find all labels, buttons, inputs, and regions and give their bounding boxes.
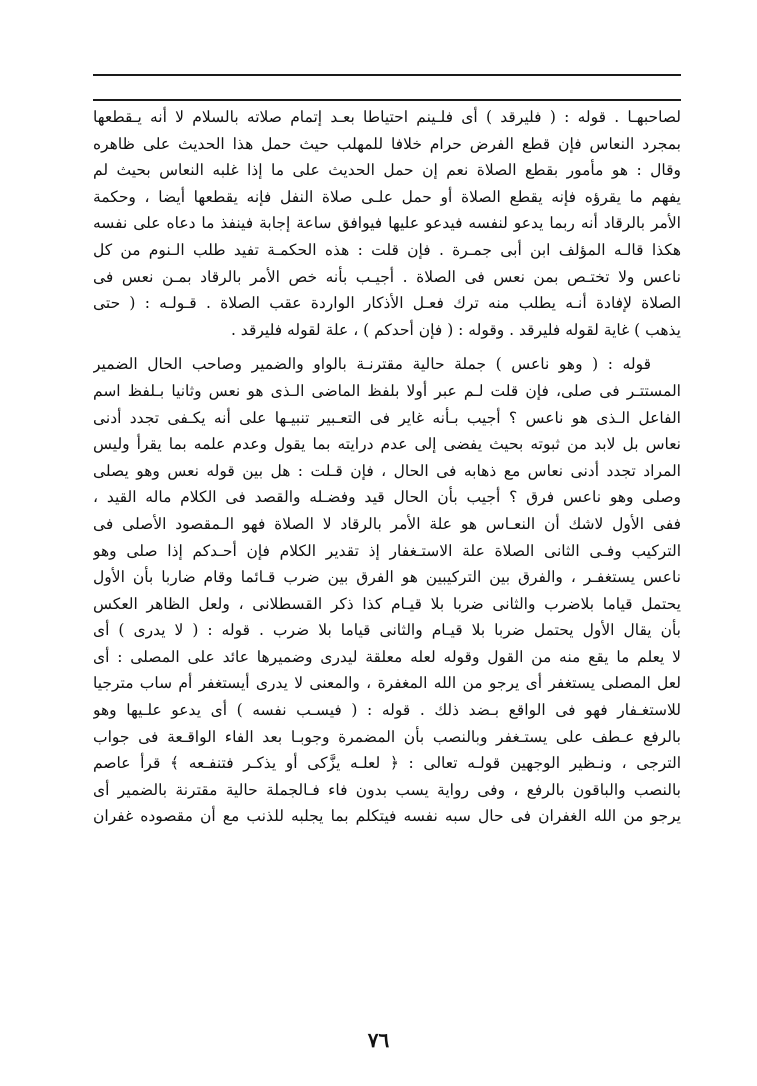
text-line: بالرفع عـطف على يستـغفر وبالنصب بأن المضمرة وجوبـا بعد الفاء الواقـعة فى جواب [93,727,681,746]
text-line: نعاس بل لابد من ثبوته بحيث يفضى إلى عدم درايته بما يقول وعدم علمه بما يقرأ وليس [93,435,681,454]
paragraph-gap [93,343,681,351]
text-line: المستتـر فى صلى، فإن قلت لـم عبر أولا بلفظ الماضى الـذى هو نعس وثانيا بـلفظ اسم [93,381,681,400]
paragraph-2 [93,351,681,830]
text-line: بأن يقال الأول يحتمل ضربا بلا قيـام والثانى قياما بلا ضرب . قوله : ( لا يدرى ) أى [93,621,681,640]
text-line: للاستغـفار فهو فى الواقع بـضد ذلك . قوله : ( فيسـب نفسه ) أى يدعو علـيها وهو [93,701,681,720]
text-line: يحتمل قياما بلاضرب والثانى ضربا بلا قيـام كذا ذكر القسطلانى ، ولعل الظاهر العكس [93,594,681,613]
text-line: هكذا قالـه المؤلف ابن أبى جمـرة . فإن قلت : هذه الحكمـة تفيد طلب الـنوم من كل [93,240,681,259]
text-line: لعل المصلى يستغفر أى يرجو من الله المغفرة ، والمعنى لا يدرى أيستغفر أم ساب مترجيا [93,674,681,693]
page-body [93,104,681,830]
text-line: لصاحبهـا . قوله : ( فليرقد ) أى فلـينم احتياطا بعـد إتمام صلاته بالسلام لا أنه يـقطعها [93,108,681,126]
text-line: يذهب ) غاية لقوله فليرقد . وقوله : ( فإن أحدكم ) ، علة لقوله فليرقد . [230,320,681,339]
text-line: يرجو من الله الغفران فى حال سبه نفسه فيتكلم بما يجلبه للذنب مع أن مقصوده غفران [93,807,681,826]
text-line: بالنصب والباقون بالرفع ، وفى رواية يسب بدون فاء فـالجملة حالية مقترنة بالضمير أى [93,780,681,799]
text-line: التركيب وفـى الثانى الصلاة علة الاستـغفار إذ تقدير الكلام فإن أحـدكم إذا صلى وهو [93,541,681,560]
text-line: الفاعل الـذى هو ناعس ؟ أجيب بـأنه غاير فى التعـبير تنبيـها على أنه يكـفى تجدد أدنى [93,408,681,427]
text-line: ناعس يستغفـر ، والفرق بين التركيبين هو الفرق بين ضرب قـائما وقام ضاربا بأن الأول [93,568,681,587]
text-line: المراد تجدد أدنى نعاس مع ذهابه فى الحال ، فإن قـلت : هل بين قوله نعس وهو يصلى [93,461,681,480]
page-number: ٧٦ [367,1028,390,1052]
text-line: وقال : هو مأمور بقطع الصلاة نعم إن حمل الحديث على ما إذا غلبه النعاس بحيث لم [93,161,681,180]
top-rule [93,74,681,76]
text-line: بمجرد النعاس فإن قطع الفرض حرام خلافا للمهلب حيث حمل هذا الحديث على ظاهره [93,134,681,153]
text-line: ففى الأول لاشك أن النعـاس هو علة الأمر بالرقاد لا الصلاة فهو الـمقصود الأصلى فى [93,514,681,533]
text-line: قوله : ( وهو ناعس ) جملة حالية مقترنـة بالواو والضمير وصاحب الحال الضمير [93,355,651,374]
text-line: وصلى وهو ناعس فرق ؟ أجيب بأن الحال قيد وفضـله والقصد فى الكلام ماله القيد ، [93,488,681,507]
text-line: لا يعلم ما يقع منه من القول وقوله لعله معلقة ليدرى وضميرها عائد على المصلى : أى [93,647,681,666]
header-rule [93,99,681,101]
text-line: ناعس ولا تختـص بمن نعس فى الصلاة . أجيـب بأنه خص الأمر بالرقاد بمـن نعس فى [93,267,681,286]
paragraph-1 [93,104,681,343]
text-line: الأمر بالرقاد أنه ربما يدعو لنفسه فيدعو عليها فيوافق ساعة إجابة فينفذ ما دعاه على نفسه [93,214,681,233]
text-line: الترجى ، ونـظير الوجهين قولـه تعالى : ﴿ لعلـه يزَّكى أو يذكـر فتنفـعه ﴾ قرأ عاصم [93,754,681,773]
text-line: يفهم ما يقرؤه فإنه يقطع الصلاة أو حمل علـى صلاة النفل فإنه يقطعها أيضا ، وحكمة [93,187,681,206]
text-line: الصلاة لإفادة أنـه يطلب منه ترك فعـل الأذكار الواردة عقب الصلاة . قـولـه : ( حتى [93,294,681,313]
